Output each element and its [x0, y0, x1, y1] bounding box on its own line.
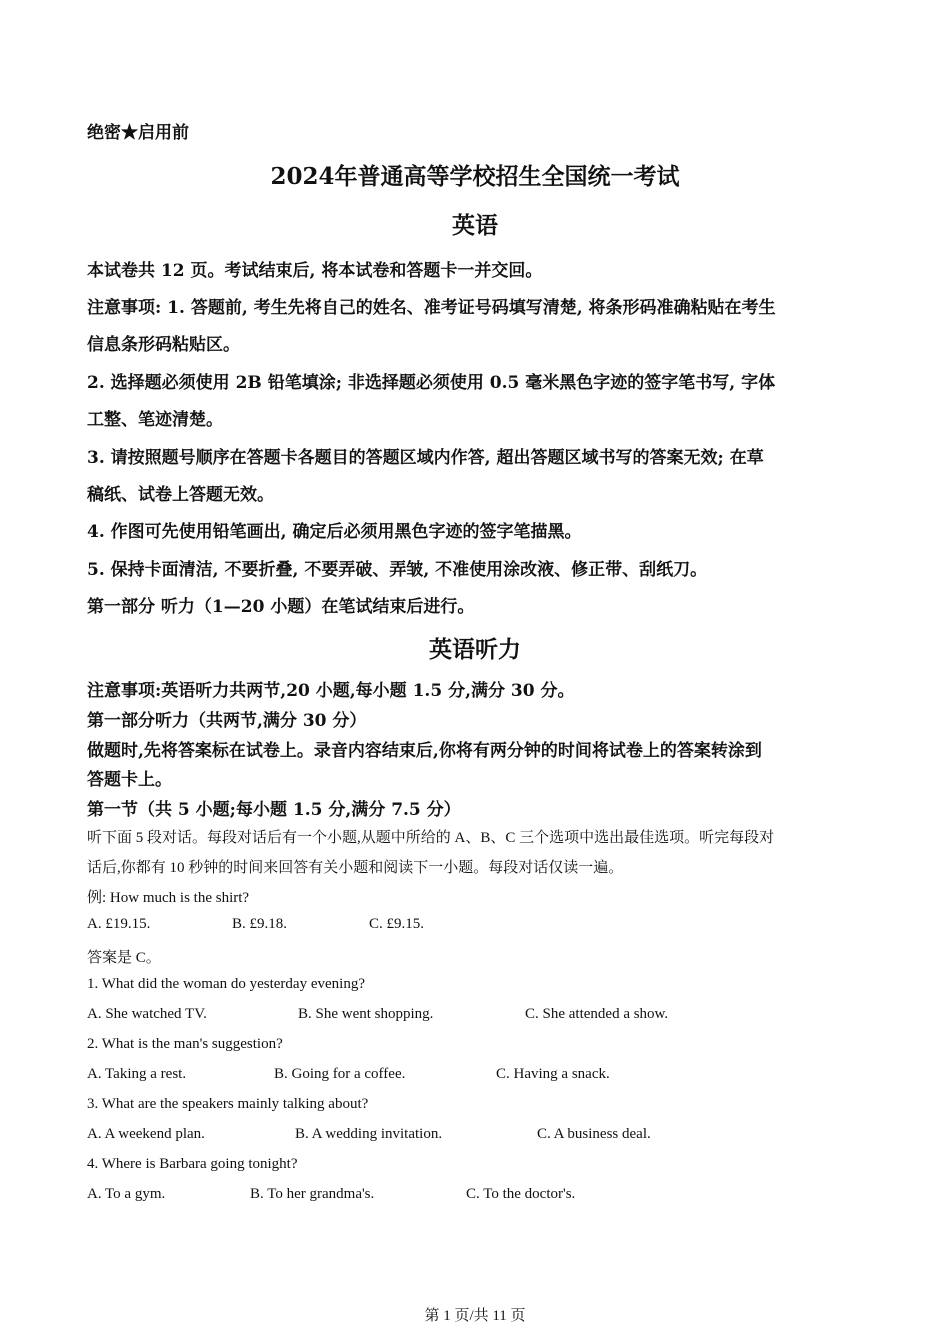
question-2-option-a: A. Taking a rest. — [87, 1066, 187, 1082]
listening-direction-line2: 答题卡上。 — [87, 770, 172, 790]
example-answer: 答案是 C。 — [87, 950, 161, 966]
question-4-option-c: C. To the doctor's. — [466, 1186, 576, 1202]
part1-note: 第一部分 听力（1—20 小题）在笔试结束后进行。 — [87, 597, 475, 617]
example-option-a: A. £19.15. — [87, 916, 151, 932]
question-3-option-b: B. A wedding invitation. — [295, 1126, 443, 1142]
note1-line1: 注意事项: 1. 答题前, 考生先将自己的姓名、准考证号码填写清楚, 将条形码准确粘贴在考生 — [87, 298, 776, 318]
question-2-option-b: B. Going for a coffee. — [274, 1066, 406, 1082]
note3-line2: 稿纸、试卷上答题无效。 — [87, 485, 274, 505]
note2-line2: 工整、笔迹清楚。 — [87, 410, 223, 430]
note4: 4. 作图可先使用铅笔画出, 确定后必须用黑色字迹的签字笔描黑。 — [87, 522, 582, 542]
question-4-option-b: B. To her grandma's. — [250, 1186, 375, 1202]
secret-label: 绝密★启用前 — [87, 123, 189, 143]
listening-part: 第一部分听力（共两节,满分 30 分） — [87, 711, 367, 731]
question-4: 4. Where is Barbara going tonight? — [87, 1156, 298, 1172]
question-2-option-c: C. Having a snack. — [496, 1066, 610, 1082]
question-4-option-a: A. To a gym. — [87, 1186, 166, 1202]
note2-line1: 2. 选择题必须使用 2B 铅笔填涂; 非选择题必须使用 0.5 毫米黑色字迹的签字笔书写, 字体 — [87, 373, 776, 393]
question-1-option-c: C. She attended a show. — [525, 1006, 669, 1022]
section1-heading: 第一节（共 5 小题;每小题 1.5 分,满分 7.5 分） — [87, 800, 461, 820]
question-3-option-a: A. A weekend plan. — [87, 1126, 205, 1142]
intro-text: 本试卷共 12 页。考试结束后, 将本试卷和答题卡一并交回。 — [87, 261, 543, 281]
section1-text-line1: 听下面 5 段对话。每段对话后有一个小题,从题中所给的 A、B、C 三个选项中选出最佳选项。听完每段对 — [87, 830, 775, 846]
example-option-c: C. £9.15. — [369, 916, 425, 932]
note5: 5. 保持卡面清洁, 不要折叠, 不要弄破、弄皱, 不准使用涂改液、修正带、刮纸刀。 — [87, 560, 708, 580]
listening-heading: 英语听力 — [429, 636, 521, 663]
question-1-option-a: A. She watched TV. — [87, 1006, 207, 1022]
question-3-option-c: C. A business deal. — [537, 1126, 651, 1142]
listening-note: 注意事项:英语听力共两节,20 小题,每小题 1.5 分,满分 30 分。 — [87, 681, 575, 701]
question-1: 1. What did the woman do yesterday evening? — [87, 976, 365, 992]
listening-direction-line1: 做题时,先将答案标在试卷上。录音内容结束后,你将有两分钟的时间将试卷上的答案转涂到 — [87, 741, 762, 761]
subject-title: 英语 — [452, 212, 498, 239]
page-number: 第 1 页/共 11 页 — [424, 1308, 526, 1324]
note1-line2: 信息条形码粘贴区。 — [87, 335, 240, 355]
note3-line1: 3. 请按照题号顺序在答题卡各题目的答题区域内作答, 超出答题区域书写的答案无效; 在草 — [87, 448, 764, 468]
question-3: 3. What are the speakers mainly talking about? — [87, 1096, 369, 1112]
example-option-b: B. £9.18. — [232, 916, 288, 932]
exam-title: 2024年普通高等学校招生全国统一考试 — [270, 163, 680, 190]
question-2: 2. What is the man's suggestion? — [87, 1036, 283, 1052]
question-1-option-b: B. She went shopping. — [298, 1006, 434, 1022]
example-question: 例: How much is the shirt? — [87, 890, 250, 906]
section1-text-line2: 话后,你都有 10 秒钟的时间来回答有关小题和阅读下一小题。每段对话仅读一遍。 — [87, 860, 624, 876]
